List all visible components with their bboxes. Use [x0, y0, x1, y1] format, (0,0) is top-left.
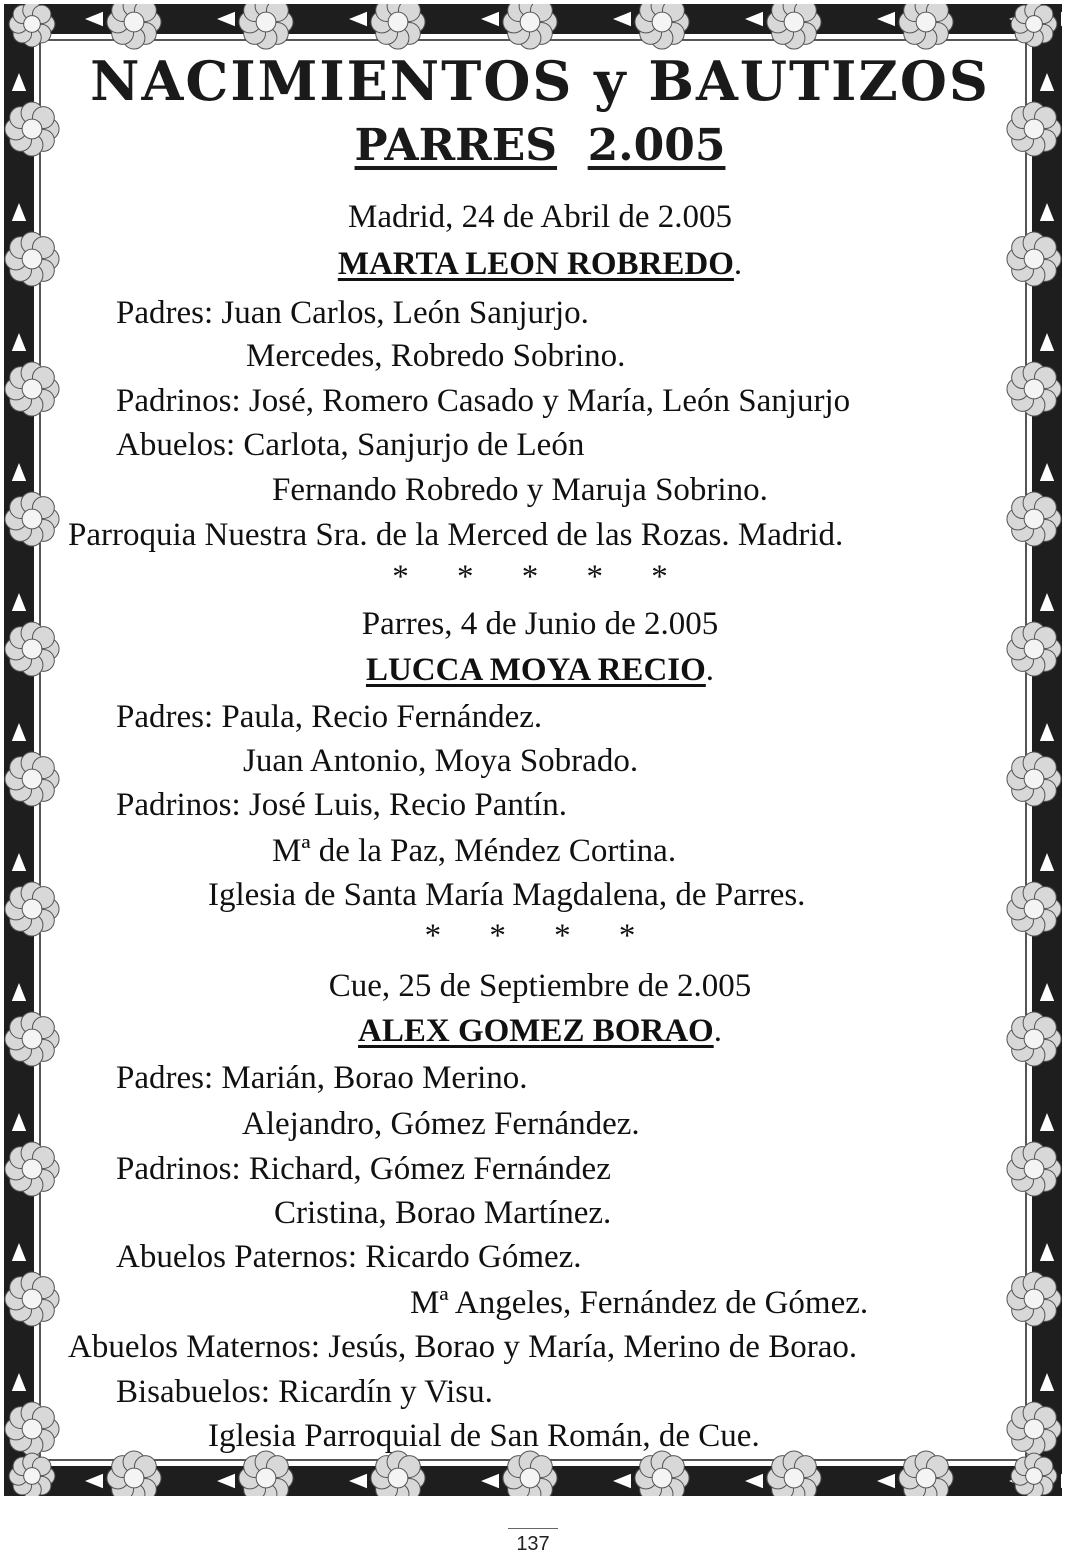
entry-3-date: Cue, 25 de Septiembre de 2.005 [328, 968, 752, 1004]
flower-center-icon [388, 1468, 408, 1488]
entry-1-date: Madrid, 24 de Abril de 2.005 [347, 199, 733, 235]
entry-1-line-1: Padres: Juan Carlos, León Sanjurjo. [116, 295, 589, 331]
flower-center-icon [1024, 509, 1044, 529]
border-arrow-icon [1061, 12, 1062, 26]
flower-center-icon [1026, 16, 1043, 33]
page-title: NACIMIENTOS y BAUTIZOS [90, 49, 990, 113]
entry-3-line-3: Padrinos: Richard, Gómez Fernández [116, 1151, 611, 1187]
entry-1-line-2: Mercedes, Robredo Sobrino. [246, 338, 626, 374]
entry-1-name: MARTA LEON ROBREDO [337, 246, 734, 282]
entry-3-name-line [70, 1011, 1010, 1051]
flower-center-icon [22, 639, 42, 659]
entry-1-name-suffix: . [733, 246, 743, 282]
flower-center-icon [1024, 379, 1044, 399]
flower-center-icon [1024, 639, 1044, 659]
entry-3-line-5: Abuelos Paternos: Ricardo Gómez. [116, 1239, 582, 1275]
flower-center-icon [1026, 1468, 1043, 1485]
flower-center-icon [22, 1029, 42, 1049]
entry-2-name-line [70, 650, 1010, 690]
flower-center-icon [1024, 1289, 1044, 1309]
flower-center-icon [1024, 119, 1044, 139]
entry-1-name-line [70, 244, 1010, 284]
flower-center-icon [124, 1468, 144, 1488]
entry-3-line-1: Padres: Marián, Borao Merino. [116, 1060, 528, 1096]
flower-center-icon [22, 1159, 42, 1179]
page-subtitle [70, 118, 1010, 174]
flower-center-icon [652, 1468, 672, 1488]
entry-2-name: LUCCA MOYA RECIO [365, 652, 706, 688]
entry-3-line-6: Mª Angeles, Fernández de Gómez. [410, 1285, 869, 1321]
flower-center-icon [652, 12, 672, 32]
flower-center-icon [22, 899, 42, 919]
entry-3-line-8: Bisabuelos: Ricardín y Visu. [116, 1374, 493, 1410]
flower-center-icon [1024, 1159, 1044, 1179]
entry-2-line-2: Juan Antonio, Moya Sobrado. [243, 743, 639, 779]
entry-3-name: ALEX GOMEZ BORAO [358, 1013, 714, 1049]
flower-center-icon [388, 12, 408, 32]
entry-1-separator: * * * * * [392, 559, 688, 595]
flower-center-icon [784, 12, 804, 32]
flower-center-icon [520, 1468, 540, 1488]
flower-center-icon [520, 12, 540, 32]
entry-2-line-1: Padres: Paula, Recio Fernández. [116, 699, 543, 735]
flower-center-icon [916, 1468, 936, 1488]
subtitle-place: PARRES [354, 120, 558, 171]
flower-center-icon [916, 12, 936, 32]
entry-1-line-4: Abuelos: Carlota, Sanjurjo de León [116, 427, 585, 463]
entry-1-line-5: Fernando Robredo y Maruja Sobrino. [272, 472, 768, 508]
flower-center-icon [22, 1289, 42, 1309]
flower-center-icon [22, 1419, 42, 1439]
flower-center-icon [784, 1468, 804, 1488]
border-arrow-icon [1061, 1474, 1062, 1488]
flower-center-icon [1024, 1419, 1044, 1439]
flower-center-icon [24, 1468, 41, 1485]
entry-2-line-5: Iglesia de Santa María Magdalena, de Parres. [208, 877, 806, 913]
flower-center-icon [22, 119, 42, 139]
entry-3-line-7: Abuelos Maternos: Jesús, Borao y María, Merino de Borao. [68, 1329, 858, 1365]
entry-2-name-suffix: . [705, 652, 715, 688]
flower-center-icon [1024, 899, 1044, 919]
flower-center-icon [22, 379, 42, 399]
entry-3-line-9: Iglesia Parroquial de San Román, de Cue. [208, 1418, 760, 1454]
flower-center-icon [22, 509, 42, 529]
flower-center-icon [22, 249, 42, 269]
flower-center-icon [1024, 1029, 1044, 1049]
flower-center-icon [1024, 249, 1044, 269]
flower-center-icon [1024, 769, 1044, 789]
flower-center-icon [22, 769, 42, 789]
entry-3-line-4: Cristina, Borao Martínez. [274, 1195, 612, 1231]
entry-2-date: Parres, 4 de Junio de 2.005 [361, 606, 719, 642]
entry-1-line-3: Padrinos: José, Romero Casado y María, León Sanjurjo [116, 383, 851, 419]
entry-2-line-4: Mª de la Paz, Méndez Cortina. [272, 833, 677, 869]
entry-3-line-2: Alejandro, Gómez Fernández. [242, 1106, 640, 1142]
subtitle-year: 2.005 [587, 120, 726, 171]
entry-2-separator: * * * * [424, 918, 656, 954]
entry-1-line-6: Parroquia Nuestra Sra. de la Merced de las Rozas. Madrid. [68, 517, 844, 553]
flower-center-icon [124, 12, 144, 32]
flower-center-icon [256, 1468, 276, 1488]
flower-center-icon [24, 16, 41, 33]
flower-center-icon [256, 12, 276, 32]
entry-2-line-3: Padrinos: José Luis, Recio Pantín. [116, 787, 567, 823]
page-number: 137 [508, 1528, 558, 1557]
entry-3-name-suffix: . [713, 1013, 722, 1049]
